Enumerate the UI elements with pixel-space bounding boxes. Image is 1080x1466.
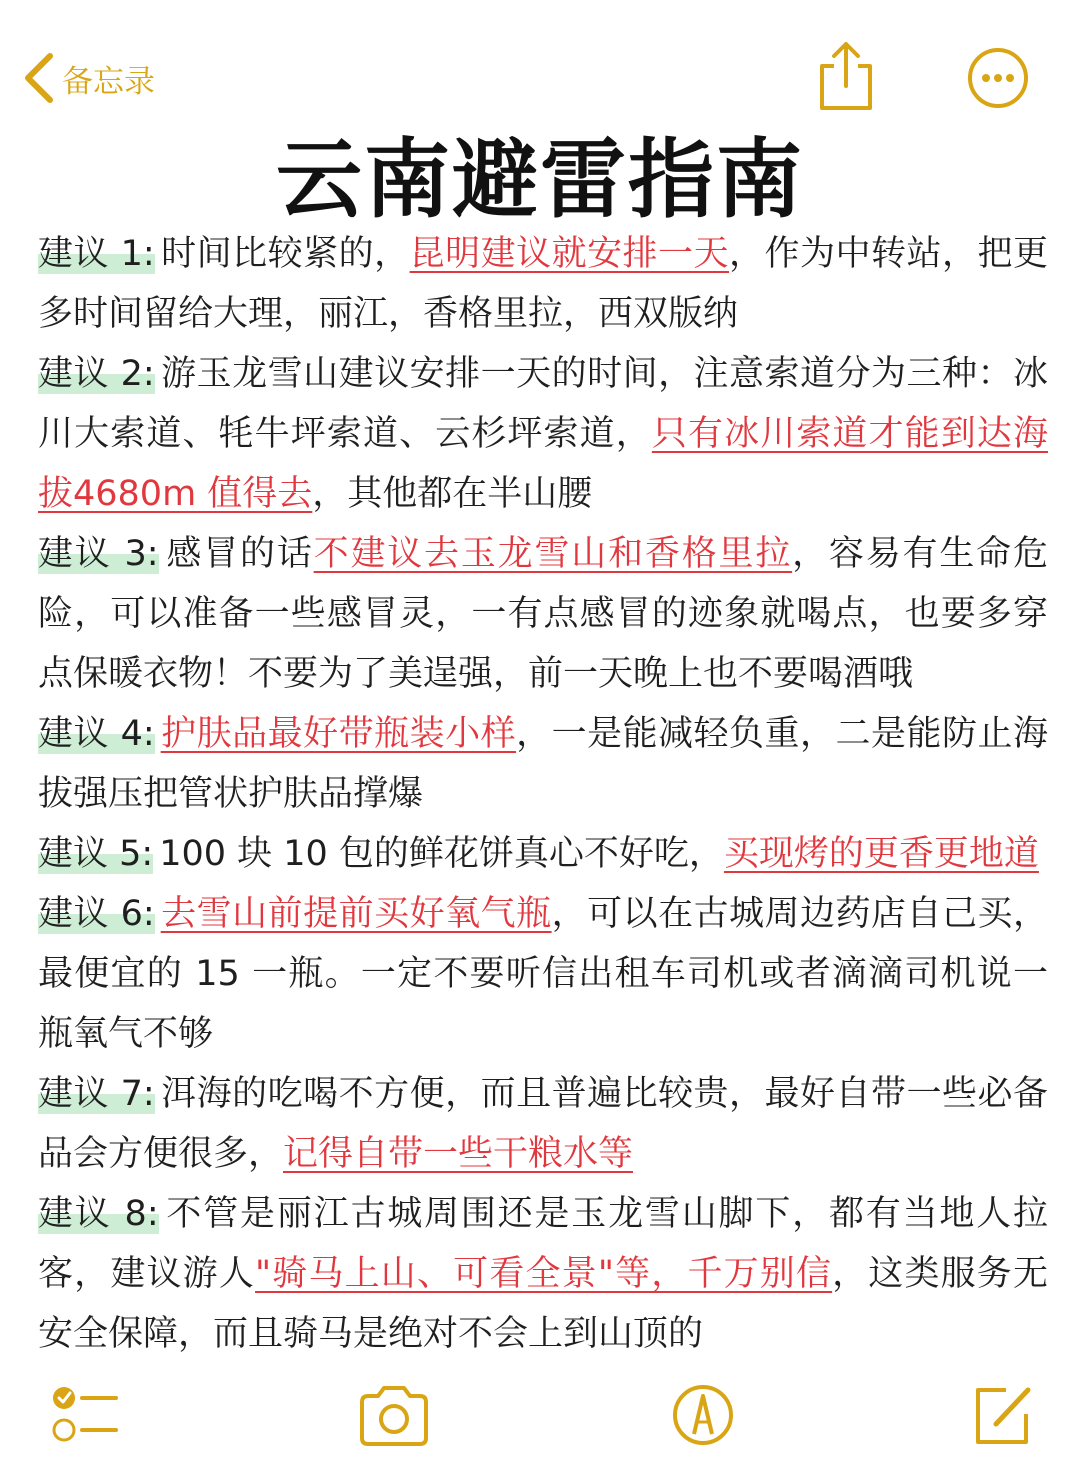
camera-icon [356,1380,432,1450]
markup-pen-icon [668,1380,738,1450]
highlight-text: 去雪山前提前买好氧气瓶 [160,894,552,934]
item-label: 建议 1: [38,234,155,274]
note-item [38,1184,1048,1364]
item-label: 建议 3: [38,534,159,574]
item-text: ，可以在古城周边药店自己买，最便宜的 15 一瓶。一定不要听信出租车司机或者滴滴司机说一瓶氧气不够 [38,894,1048,1054]
item-label: 建议 6: [38,894,155,934]
note-item [38,704,1048,824]
item-label: 建议 7: [38,1074,155,1114]
item-label: 建议 8: [38,1194,159,1234]
note-item [38,344,1048,524]
item-text: 感冒的话 [164,534,314,574]
highlight-text: 记得自带一些干粮水等 [283,1134,634,1174]
highlight-text: 不建议去玉龙雪山和香格里拉 [313,534,793,574]
note-item [38,884,1048,1064]
top-toolbar [0,0,1080,120]
note-item [38,1064,1048,1184]
item-label: 建议 5: [38,834,154,874]
note-title: 云南避雷指南 [276,130,804,230]
item-text: ，这类服务无安全保障，而且骑马是绝对不会上到山顶的 [38,1254,1048,1354]
back-button[interactable] [20,48,155,108]
more-icon [966,46,1030,110]
highlight-text: 护肤品最好带瓶装小样 [160,714,517,754]
item-label: 建议 2: [38,354,155,394]
back-label: 备忘录 [62,63,155,100]
note-body[interactable] [38,224,1048,1364]
note-item [38,824,1048,884]
note-item [38,524,1048,704]
item-text: 洱海的吃喝不方便，而且普遍比较贵，最好自带一些必备品会方便很多， [38,1074,1048,1174]
item-label: 建议 4: [38,714,155,754]
more-button[interactable] [966,46,1030,110]
highlight-text: 买现烤的更香更地道 [723,834,1039,874]
highlight-text: 昆明建议就安排一天 [409,234,730,274]
item-text: ，一是能减轻负重，二是能防止海拔强压把管状护肤品撑爆 [38,714,1048,814]
checklist-icon [50,1380,120,1450]
compose-icon [970,1380,1034,1450]
bottom-toolbar [0,1370,1080,1466]
item-text: ，其他都在半山腰 [312,474,593,514]
highlight-text: 只有冰川索道才能到达海拔4680m 值得去 [38,414,1048,514]
note-item [38,224,1048,344]
chevron-left-icon [20,50,56,106]
checklist-button[interactable] [50,1380,120,1450]
item-text: ，容易有生命危险，可以准备一些感冒灵，一有点感冒的迹象就喝点，也要多穿点保暖衣物！不要为了美逞强，前一天晚上也不要喝酒哦 [38,534,1048,694]
item-text: 不管是丽江古城周围还是玉龙雪山脚下，都有当地人拉客，建议游人 [38,1194,1048,1294]
markup-button[interactable] [668,1380,738,1450]
item-text: 游玉龙雪山建议安排一天的时间，注意索道分为三种：冰川大索道、牦牛坪索道、云杉坪索道， [38,354,1048,454]
compose-button[interactable] [970,1380,1034,1450]
highlight-text: "骑马上山、可看全景"等，千万别信 [255,1254,833,1294]
item-text: 100 块 10 包的鲜花饼真心不好吃， [159,834,724,874]
share-button[interactable] [816,40,876,112]
camera-button[interactable] [356,1380,432,1450]
item-text: ，作为中转站，把更多时间留给大理，丽江，香格里拉，西双版纳 [38,234,1048,334]
share-icon [816,40,876,112]
item-text: 时间比较紧的， [160,234,410,274]
